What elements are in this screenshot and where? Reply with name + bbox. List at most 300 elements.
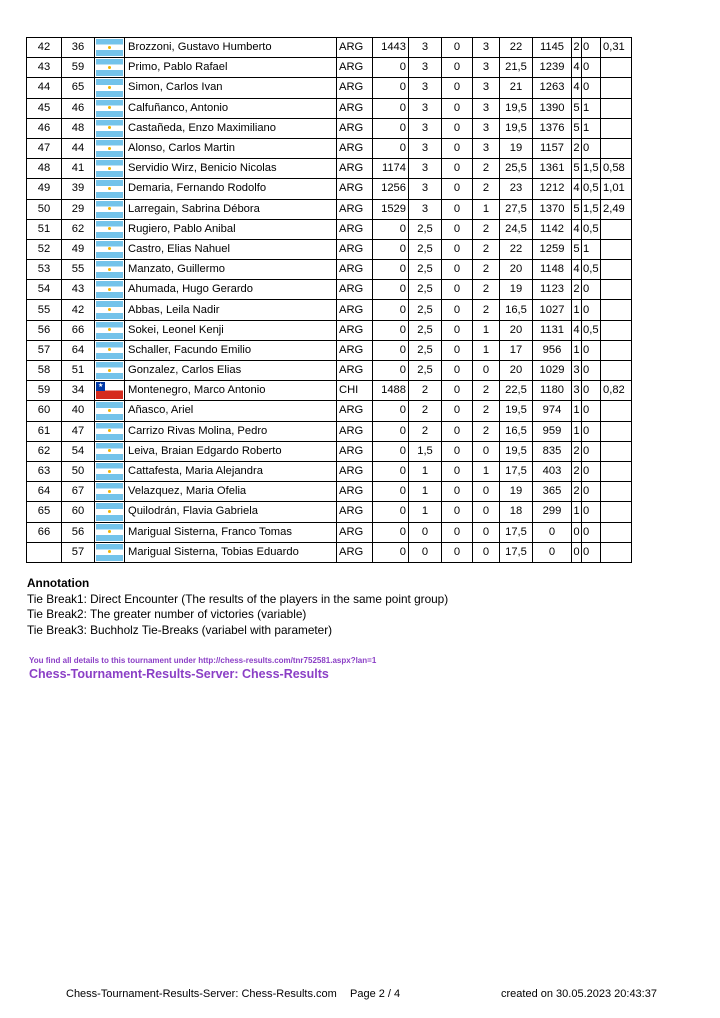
federation-cell: ARG	[337, 320, 373, 340]
rating-cell: 0	[373, 401, 409, 421]
points-cell: 2	[409, 401, 442, 421]
tie-break-3-cell: 19	[500, 138, 533, 158]
tie-break-4-cell: 835	[533, 441, 572, 461]
tie-break-4-cell: 1376	[533, 118, 572, 138]
points-cell: 2,5	[409, 219, 442, 239]
table-row	[27, 98, 632, 118]
tie-break-4-cell: 1212	[533, 179, 572, 199]
federation-cell: ARG	[337, 361, 373, 381]
start-number-cell: 67	[62, 482, 95, 502]
player-name-cell: Marigual Sisterna, Franco Tomas	[125, 522, 337, 542]
rating-cell: 1174	[373, 159, 409, 179]
argentina-flag-icon	[96, 503, 123, 520]
start-number-cell: 39	[62, 179, 95, 199]
table-row	[27, 159, 632, 179]
tie-break-3-cell: 20	[500, 320, 533, 340]
tie-break-7-cell	[601, 482, 632, 502]
tie-break-3-cell: 21	[500, 78, 533, 98]
tie-break-3-cell: 21,5	[500, 58, 533, 78]
tie-break-4-cell: 403	[533, 461, 572, 481]
points-cell: 1	[409, 502, 442, 522]
points-cell: 1,5	[409, 441, 442, 461]
tie-break-5-cell: 1	[572, 502, 582, 522]
flag-cell	[95, 441, 125, 461]
flag-cell	[95, 179, 125, 199]
tie-break-7-cell	[601, 239, 632, 259]
tie-break-2-cell: 3	[473, 98, 500, 118]
tie-break-2-cell: 2	[473, 239, 500, 259]
rank-cell: 44	[27, 78, 62, 98]
flag-cell	[95, 219, 125, 239]
rating-cell: 0	[373, 522, 409, 542]
points-cell: 2,5	[409, 280, 442, 300]
tie-break-3-cell: 27,5	[500, 199, 533, 219]
argentina-flag-icon	[96, 322, 123, 339]
tie-break-1-cell: 0	[442, 421, 473, 441]
argentina-flag-icon	[96, 100, 123, 117]
tie-break-6-cell: 0	[582, 280, 601, 300]
tournament-details-link[interactable]: You find all details to this tournament under http://chess-results.com/tnr752581.aspx?lan=1	[29, 656, 377, 665]
argentina-flag-icon	[96, 140, 123, 157]
tie-break-5-cell: 2	[572, 441, 582, 461]
tie-break-7-cell	[601, 502, 632, 522]
tie-break-5-cell: 1	[572, 340, 582, 360]
tie-break-7-cell: 0,82	[601, 381, 632, 401]
chile-flag-icon: ★	[96, 382, 123, 399]
player-name-cell: Manzato, Guillermo	[125, 260, 337, 280]
flag-cell	[95, 159, 125, 179]
tie-break-4-cell: 1027	[533, 300, 572, 320]
server-title: Chess-Tournament-Results-Server: Chess-Results	[29, 667, 329, 681]
federation-cell: ARG	[337, 38, 373, 58]
tie-break-5-cell: 0	[572, 542, 582, 562]
tie-break-6-cell: 0,5	[582, 320, 601, 340]
rating-cell: 1529	[373, 199, 409, 219]
table-row	[27, 219, 632, 239]
tie-break-4-cell: 956	[533, 340, 572, 360]
annotation-line: Tie Break3: Buchholz Tie-Breaks (variabel with parameter)	[27, 622, 333, 637]
points-cell: 2,5	[409, 300, 442, 320]
tie-break-4-cell: 1145	[533, 38, 572, 58]
tie-break-7-cell	[601, 98, 632, 118]
tie-break-5-cell: 2	[572, 138, 582, 158]
rank-cell: 51	[27, 219, 62, 239]
tie-break-3-cell: 16,5	[500, 300, 533, 320]
points-cell: 3	[409, 138, 442, 158]
player-name-cell: Gonzalez, Carlos Elias	[125, 361, 337, 381]
player-name-cell: Ahumada, Hugo Gerardo	[125, 280, 337, 300]
tie-break-6-cell: 0	[582, 340, 601, 360]
federation-cell: ARG	[337, 159, 373, 179]
tie-break-6-cell: 1	[582, 98, 601, 118]
argentina-flag-icon	[96, 201, 123, 218]
rank-cell: 45	[27, 98, 62, 118]
start-number-cell: 60	[62, 502, 95, 522]
table-row	[27, 461, 632, 481]
tie-break-2-cell: 2	[473, 179, 500, 199]
tie-break-5-cell: 4	[572, 260, 582, 280]
tie-break-3-cell: 24,5	[500, 219, 533, 239]
tie-break-2-cell: 1	[473, 199, 500, 219]
player-name-cell: Castro, Elias Nahuel	[125, 239, 337, 259]
federation-cell: CHI	[337, 381, 373, 401]
tie-break-4-cell: 1370	[533, 199, 572, 219]
federation-cell: ARG	[337, 118, 373, 138]
table-row	[27, 78, 632, 98]
tie-break-2-cell: 2	[473, 219, 500, 239]
rating-cell: 0	[373, 239, 409, 259]
start-number-cell: 29	[62, 199, 95, 219]
tie-break-4-cell: 1180	[533, 381, 572, 401]
start-number-cell: 47	[62, 421, 95, 441]
tie-break-1-cell: 0	[442, 199, 473, 219]
federation-cell: ARG	[337, 260, 373, 280]
tie-break-1-cell: 0	[442, 239, 473, 259]
tie-break-5-cell: 0	[572, 522, 582, 542]
tie-break-1-cell: 0	[442, 78, 473, 98]
tie-break-2-cell: 1	[473, 320, 500, 340]
rank-cell: 46	[27, 118, 62, 138]
table-row	[27, 239, 632, 259]
flag-cell	[95, 199, 125, 219]
tie-break-6-cell: 0	[582, 38, 601, 58]
tie-break-4-cell: 959	[533, 421, 572, 441]
tie-break-2-cell: 2	[473, 260, 500, 280]
tie-break-1-cell: 0	[442, 482, 473, 502]
tie-break-1-cell: 0	[442, 381, 473, 401]
start-number-cell: 48	[62, 118, 95, 138]
tie-break-4-cell: 1131	[533, 320, 572, 340]
points-cell: 2,5	[409, 361, 442, 381]
player-name-cell: Quilodrán, Flavia Gabriela	[125, 502, 337, 522]
table-row	[27, 522, 632, 542]
rating-cell: 0	[373, 482, 409, 502]
player-name-cell: Montenegro, Marco Antonio	[125, 381, 337, 401]
points-cell: 3	[409, 159, 442, 179]
flag-cell	[95, 502, 125, 522]
start-number-cell: 56	[62, 522, 95, 542]
start-number-cell: 34	[62, 381, 95, 401]
argentina-flag-icon	[96, 544, 123, 561]
player-name-cell: Alonso, Carlos Martin	[125, 138, 337, 158]
tie-break-5-cell: 4	[572, 78, 582, 98]
rating-cell: 0	[373, 461, 409, 481]
rating-cell: 0	[373, 58, 409, 78]
flag-cell	[95, 78, 125, 98]
argentina-flag-icon	[96, 362, 123, 379]
tie-break-1-cell: 0	[442, 58, 473, 78]
tie-break-7-cell	[601, 78, 632, 98]
table-row	[27, 502, 632, 522]
rating-cell: 0	[373, 361, 409, 381]
tie-break-1-cell: 0	[442, 542, 473, 562]
argentina-flag-icon	[96, 241, 123, 258]
tie-break-7-cell	[601, 260, 632, 280]
flag-cell	[95, 38, 125, 58]
rating-cell: 0	[373, 421, 409, 441]
tie-break-7-cell	[601, 340, 632, 360]
tie-break-1-cell: 0	[442, 522, 473, 542]
player-name-cell: Cattafesta, Maria Alejandra	[125, 461, 337, 481]
start-number-cell: 57	[62, 542, 95, 562]
rank-cell: 58	[27, 361, 62, 381]
points-cell: 3	[409, 78, 442, 98]
start-number-cell: 44	[62, 138, 95, 158]
table-row	[27, 542, 632, 562]
flag-cell	[95, 522, 125, 542]
points-cell: 2,5	[409, 340, 442, 360]
points-cell: 3	[409, 118, 442, 138]
federation-cell: ARG	[337, 421, 373, 441]
player-name-cell: Sokei, Leonel Kenji	[125, 320, 337, 340]
tie-break-2-cell: 2	[473, 280, 500, 300]
tie-break-5-cell: 5	[572, 98, 582, 118]
table-row	[27, 38, 632, 58]
federation-cell: ARG	[337, 482, 373, 502]
tie-break-1-cell: 0	[442, 98, 473, 118]
tie-break-1-cell: 0	[442, 138, 473, 158]
points-cell: 3	[409, 38, 442, 58]
tie-break-5-cell: 2	[572, 280, 582, 300]
rating-cell: 1443	[373, 38, 409, 58]
tie-break-7-cell	[601, 522, 632, 542]
argentina-flag-icon	[96, 160, 123, 177]
tie-break-7-cell	[601, 441, 632, 461]
rating-cell: 0	[373, 280, 409, 300]
table-row	[27, 280, 632, 300]
federation-cell: ARG	[337, 219, 373, 239]
tie-break-7-cell	[601, 118, 632, 138]
tie-break-1-cell: 0	[442, 320, 473, 340]
annotation-line: Tie Break2: The greater number of victories (variable)	[27, 607, 307, 621]
tie-break-6-cell: 1,5	[582, 159, 601, 179]
player-name-cell: Abbas, Leila Nadir	[125, 300, 337, 320]
flag-cell	[95, 361, 125, 381]
tie-break-2-cell: 3	[473, 138, 500, 158]
rank-cell: 47	[27, 138, 62, 158]
player-name-cell: Carrizo Rivas Molina, Pedro	[125, 421, 337, 441]
tie-break-6-cell: 0	[582, 381, 601, 401]
tie-break-1-cell: 0	[442, 280, 473, 300]
tie-break-3-cell: 23	[500, 179, 533, 199]
tie-break-5-cell: 1	[572, 300, 582, 320]
tie-break-2-cell: 3	[473, 118, 500, 138]
tie-break-4-cell: 1029	[533, 361, 572, 381]
tie-break-2-cell: 0	[473, 441, 500, 461]
table-row	[27, 199, 632, 219]
tie-break-6-cell: 0,5	[582, 179, 601, 199]
player-name-cell: Primo, Pablo Rafael	[125, 58, 337, 78]
tie-break-5-cell: 1	[572, 401, 582, 421]
points-cell: 2	[409, 421, 442, 441]
footer-server: Chess-Tournament-Results-Server: Chess-Results.com	[66, 988, 337, 1000]
rating-cell: 0	[373, 138, 409, 158]
tie-break-3-cell: 20	[500, 361, 533, 381]
rating-cell: 0	[373, 320, 409, 340]
start-number-cell: 42	[62, 300, 95, 320]
tie-break-7-cell	[601, 461, 632, 481]
table-row	[27, 361, 632, 381]
tie-break-4-cell: 1148	[533, 260, 572, 280]
results-body	[27, 38, 632, 563]
flag-cell	[95, 340, 125, 360]
tie-break-6-cell: 0	[582, 542, 601, 562]
player-name-cell: Marigual Sisterna, Tobias Eduardo	[125, 542, 337, 562]
tie-break-6-cell: 0	[582, 300, 601, 320]
argentina-flag-icon	[96, 402, 123, 419]
tie-break-6-cell: 0	[582, 78, 601, 98]
tie-break-6-cell: 0	[582, 361, 601, 381]
tie-break-5-cell: 5	[572, 199, 582, 219]
federation-cell: ARG	[337, 199, 373, 219]
tie-break-1-cell: 0	[442, 361, 473, 381]
federation-cell: ARG	[337, 300, 373, 320]
tie-break-5-cell: 4	[572, 179, 582, 199]
tie-break-7-cell	[601, 361, 632, 381]
rank-cell: 63	[27, 461, 62, 481]
points-cell: 3	[409, 179, 442, 199]
tie-break-6-cell: 1	[582, 118, 601, 138]
start-number-cell: 59	[62, 58, 95, 78]
tie-break-3-cell: 22	[500, 239, 533, 259]
rating-cell: 0	[373, 300, 409, 320]
player-name-cell: Rugiero, Pablo Anibal	[125, 219, 337, 239]
rating-cell: 0	[373, 260, 409, 280]
results-table	[26, 37, 632, 563]
player-name-cell: Calfuñanco, Antonio	[125, 98, 337, 118]
rank-cell: 57	[27, 340, 62, 360]
flag-cell	[95, 542, 125, 562]
tie-break-3-cell: 17,5	[500, 542, 533, 562]
rank-cell: 42	[27, 38, 62, 58]
tie-break-2-cell: 2	[473, 401, 500, 421]
table-row	[27, 421, 632, 441]
points-cell: 2,5	[409, 320, 442, 340]
tie-break-2-cell: 2	[473, 159, 500, 179]
start-number-cell: 41	[62, 159, 95, 179]
table-row	[27, 138, 632, 158]
tie-break-2-cell: 0	[473, 361, 500, 381]
argentina-flag-icon	[96, 59, 123, 76]
flag-cell	[95, 118, 125, 138]
rank-cell: 55	[27, 300, 62, 320]
points-cell: 2,5	[409, 239, 442, 259]
tie-break-4-cell: 1390	[533, 98, 572, 118]
argentina-flag-icon	[96, 79, 123, 96]
tie-break-3-cell: 17,5	[500, 522, 533, 542]
rank-cell: 60	[27, 401, 62, 421]
annotation-line: Tie Break1: Direct Encounter (The results of the players in the same point group)	[27, 591, 449, 606]
tie-break-3-cell: 17	[500, 340, 533, 360]
tie-break-3-cell: 19,5	[500, 118, 533, 138]
tie-break-7-cell	[601, 219, 632, 239]
tie-break-3-cell: 16,5	[500, 421, 533, 441]
tie-break-7-cell: 1,01	[601, 179, 632, 199]
argentina-flag-icon	[96, 342, 123, 359]
federation-cell: ARG	[337, 78, 373, 98]
tie-break-6-cell: 0	[582, 482, 601, 502]
tie-break-6-cell: 0	[582, 58, 601, 78]
start-number-cell: 43	[62, 280, 95, 300]
annotation-block	[27, 576, 448, 638]
tie-break-7-cell: 0,58	[601, 159, 632, 179]
tie-break-5-cell: 2	[572, 461, 582, 481]
tie-break-7-cell	[601, 542, 632, 562]
federation-cell: ARG	[337, 461, 373, 481]
tie-break-4-cell: 1157	[533, 138, 572, 158]
tie-break-7-cell	[601, 421, 632, 441]
flag-cell	[95, 401, 125, 421]
tie-break-3-cell: 22	[500, 38, 533, 58]
rating-cell: 0	[373, 502, 409, 522]
tie-break-2-cell: 0	[473, 522, 500, 542]
start-number-cell: 54	[62, 441, 95, 461]
tie-break-1-cell: 0	[442, 38, 473, 58]
table-row	[27, 300, 632, 320]
rank-cell: 52	[27, 239, 62, 259]
tie-break-5-cell: 3	[572, 381, 582, 401]
rank-cell: 61	[27, 421, 62, 441]
player-name-cell: Castañeda, Enzo Maximiliano	[125, 118, 337, 138]
tie-break-3-cell: 19,5	[500, 441, 533, 461]
table-row	[27, 118, 632, 138]
tie-break-3-cell: 18	[500, 502, 533, 522]
tie-break-7-cell: 0,31	[601, 38, 632, 58]
tie-break-5-cell: 4	[572, 219, 582, 239]
table-row	[27, 401, 632, 421]
rating-cell: 0	[373, 98, 409, 118]
tie-break-4-cell: 1123	[533, 280, 572, 300]
tie-break-7-cell	[601, 401, 632, 421]
player-name-cell: Demaria, Fernando Rodolfo	[125, 179, 337, 199]
points-cell: 3	[409, 58, 442, 78]
rank-cell: 56	[27, 320, 62, 340]
table-row	[27, 260, 632, 280]
points-cell: 0	[409, 542, 442, 562]
flag-cell	[95, 381, 125, 401]
table-row	[27, 320, 632, 340]
tie-break-6-cell: 0	[582, 441, 601, 461]
tie-break-2-cell: 0	[473, 502, 500, 522]
tie-break-6-cell: 0,5	[582, 219, 601, 239]
tie-break-6-cell: 0	[582, 461, 601, 481]
federation-cell: ARG	[337, 542, 373, 562]
tie-break-6-cell: 0	[582, 522, 601, 542]
player-name-cell: Servidio Wirz, Benicio Nicolas	[125, 159, 337, 179]
tie-break-1-cell: 0	[442, 159, 473, 179]
tie-break-3-cell: 19	[500, 482, 533, 502]
points-cell: 1	[409, 461, 442, 481]
tie-break-4-cell: 0	[533, 542, 572, 562]
table-row	[27, 381, 632, 401]
flag-cell	[95, 320, 125, 340]
tie-break-2-cell: 2	[473, 381, 500, 401]
start-number-cell: 65	[62, 78, 95, 98]
player-name-cell: Brozzoni, Gustavo Humberto	[125, 38, 337, 58]
tie-break-4-cell: 1142	[533, 219, 572, 239]
flag-cell	[95, 280, 125, 300]
rank-cell: 50	[27, 199, 62, 219]
rating-cell: 0	[373, 542, 409, 562]
player-name-cell: Velazquez, Maria Ofelia	[125, 482, 337, 502]
table-row	[27, 179, 632, 199]
tie-break-1-cell: 0	[442, 401, 473, 421]
start-number-cell: 51	[62, 361, 95, 381]
tie-break-7-cell	[601, 58, 632, 78]
points-cell: 3	[409, 199, 442, 219]
tie-break-4-cell: 974	[533, 401, 572, 421]
tie-break-5-cell: 5	[572, 118, 582, 138]
